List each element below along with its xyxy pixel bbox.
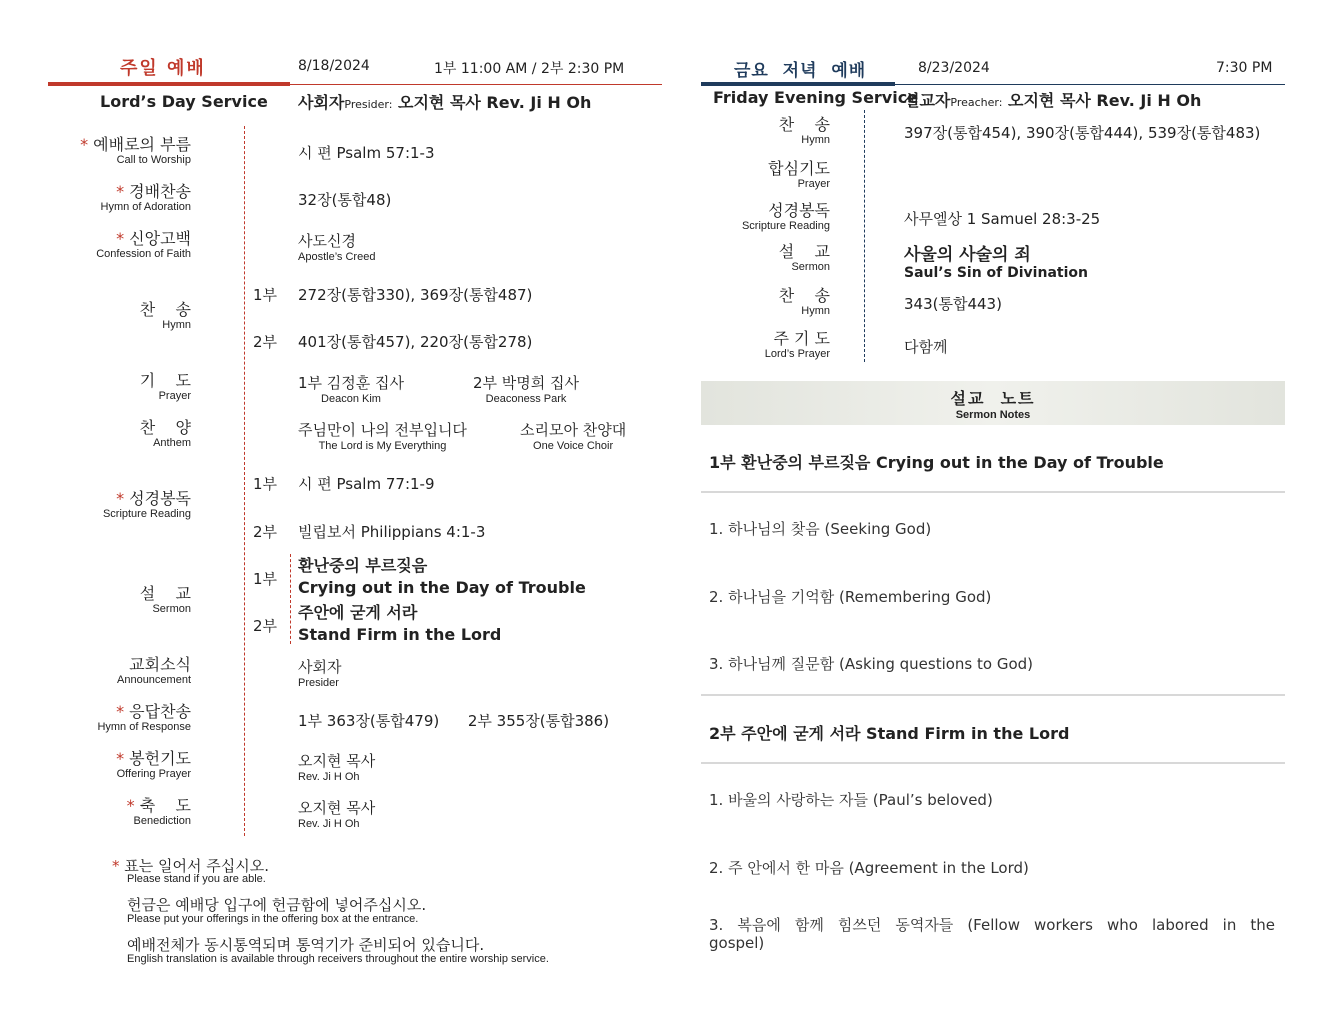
- value-sermon-2: 주안에 굳게 서라 Stand Firm in the Lord: [298, 603, 502, 644]
- value-benediction: 오지현 목사 Rev. Ji H Oh: [298, 799, 376, 830]
- label-scripture: * 성경봉독 Scripture Reading: [102, 489, 191, 520]
- label-offering-prayer: * 봉헌기도 Offering Prayer: [116, 749, 191, 780]
- notes-part1-heading: 1부 환난중의 부르짖음 Crying out in the Day of Trouble: [709, 453, 1164, 472]
- friday-date: 8/23/2024: [918, 60, 990, 76]
- presider-name: 오지현 목사 Rev. Ji H Oh: [392, 93, 592, 112]
- value-call: 시 편 Psalm 57:1-3: [298, 144, 435, 162]
- value-announcement: 사회자 Presider: [298, 658, 342, 689]
- notes-part1-point-3: 3. 하나님께 질문함 (Asking questions to God): [709, 655, 1034, 673]
- sunday-divider: [244, 126, 245, 836]
- scripture-part-1: 1부: [253, 475, 278, 493]
- friday-value-lords-prayer: 다함께: [904, 338, 948, 356]
- label-confession: * 신앙고백 Confession of Faith: [96, 229, 191, 260]
- friday-header-line: [895, 84, 1285, 85]
- sermon-part-1: 1부: [253, 570, 278, 588]
- scripture-part-2: 2부: [253, 523, 278, 541]
- friday-value-hymn-2: 343(통합443): [904, 295, 1002, 313]
- friday-subtitle: Friday Evening Service: [713, 88, 919, 107]
- note-translation-en: English translation is available through receivers throughout the entire worship service.: [127, 953, 549, 965]
- sermon-notes-title: 설교 노트: [950, 389, 1036, 408]
- value-prayer-2: 2부 박명희 집사 Deaconess Park: [473, 374, 580, 405]
- note-stand-en: Please stand if you are able.: [127, 873, 266, 885]
- value-hymn-1: 272장(통합330), 369장(통합487): [298, 286, 533, 304]
- friday-time: 7:30 PM: [1216, 60, 1273, 76]
- hymn-part-2: 2부: [253, 333, 278, 351]
- note-translation: 예배전체가 동시통역되며 통역기가 준비되어 있습니다.: [127, 936, 485, 954]
- presider-label: 사회자: [298, 93, 345, 112]
- notes-separator: [701, 491, 1285, 493]
- sunday-times: 1부 11:00 AM / 2부 2:30 PM: [434, 61, 625, 77]
- sermon-notes-header: [701, 381, 1285, 425]
- sunday-title: 주일 예배: [120, 58, 206, 79]
- label-anthem: 찬 양 Anthem: [139, 418, 191, 449]
- value-creed: 사도신경 Apostle’s Creed: [298, 232, 376, 263]
- friday-value-scripture: 사무엘상 1 Samuel 28:3-25: [904, 210, 1101, 228]
- note-stand: * 표는 일어서 주십시오.: [112, 857, 269, 875]
- value-scripture-2: 빌립보서 Philippians 4:1-3: [298, 523, 486, 541]
- value-choir: 소리모아 찬양대 One Voice Choir: [520, 421, 627, 452]
- friday-title-bar: [701, 82, 895, 86]
- sermon-divider: [290, 554, 291, 644]
- sermon-notes-title-en: Sermon Notes: [955, 409, 1031, 421]
- value-anthem: 주님만이 나의 전부입니다 The Lord is My Everything: [298, 421, 467, 452]
- friday-label-lords-prayer: 주 기 도 Lord’s Prayer: [764, 329, 830, 360]
- sunday-date: 8/18/2024: [298, 58, 370, 74]
- sunday-presider: [298, 90, 591, 113]
- label-announcement: 교회소식 Announcement: [117, 655, 191, 686]
- value-scripture-1: 시 편 Psalm 77:1-9: [298, 475, 435, 493]
- friday-divider: [864, 110, 865, 362]
- label-hymn-response: * 응답찬송 Hymn of Response: [97, 702, 191, 733]
- notes-part1-point-2: 2. 하나님을 기억함 (Remembering God): [709, 588, 992, 606]
- friday-label-scripture: 성경봉독 Scripture Reading: [741, 201, 830, 232]
- friday-label-hymn-2: 찬 송 Hymn: [778, 286, 830, 317]
- label-benediction: * 축 도 Benediction: [126, 796, 191, 827]
- sunday-title-bar: [48, 82, 290, 86]
- label-sermon: 설 교 Sermon: [139, 584, 191, 615]
- notes-part2-heading: 2부 주안에 굳게 서라 Stand Firm in the Lord: [709, 724, 1070, 743]
- notes-part2-point-3: 3. 복음에 함께 힘쓰던 동역자들 (Fellow workers who labored in the: [709, 916, 1275, 934]
- value-adoration: 32장(통합48): [298, 191, 392, 209]
- friday-value-sermon: 사울의 사술의 죄 Saul’s Sin of Divination: [904, 245, 1088, 281]
- value-offering-prayer: 오지현 목사 Rev. Ji H Oh: [298, 752, 376, 783]
- notes-part1-point-1: 1. 하나님의 찾음 (Seeking God): [709, 520, 932, 538]
- notes-separator: [701, 762, 1285, 764]
- note-offering: 헌금은 예배당 입구에 헌금함에 넣어주십시오.: [127, 896, 427, 914]
- friday-label-hymn: 찬 송 Hymn: [778, 115, 830, 146]
- friday-label-prayer: 합심기도 Prayer: [768, 159, 830, 190]
- sunday-header-line: [290, 84, 662, 85]
- notes-part2-point-2: 2. 주 안에서 한 마음 (Agreement in the Lord): [709, 859, 1029, 877]
- sermon-part-2: 2부: [253, 617, 278, 635]
- notes-separator: [701, 694, 1285, 696]
- presider-label-en: Presider:: [344, 98, 393, 111]
- value-hymn-response: 1부 363장(통합479) 2부 355장(통합386): [298, 712, 610, 730]
- friday-value-hymn: 397장(통합454), 390장(통합444), 539장(통합483): [904, 124, 1261, 142]
- label-call-to-worship: * 예배로의 부름 Call to Worship: [80, 135, 191, 166]
- value-sermon-1: 환난중의 부르짖음 Crying out in the Day of Trouble: [298, 556, 586, 597]
- notes-part2-point-1: 1. 바울의 사랑하는 자들 (Paul’s beloved): [709, 791, 993, 809]
- friday-preacher: 설교자Preacher: 오지현 목사 Rev. Ji H Oh: [904, 91, 1202, 110]
- value-hymn-2: 401장(통합457), 220장(통합278): [298, 333, 533, 351]
- note-offering-en: Please put your offerings in the offering box at the entrance.: [127, 913, 419, 925]
- label-prayer: 기 도 Prayer: [139, 371, 191, 402]
- hymn-part-1: 1부: [253, 286, 278, 304]
- sunday-subtitle: Lord’s Day Service: [100, 92, 268, 111]
- notes-part2-point-3-cont: gospel): [709, 934, 765, 952]
- friday-label-sermon: 설 교 Sermon: [778, 242, 830, 273]
- value-prayer-1: 1부 김정훈 집사 Deacon Kim: [298, 374, 405, 405]
- label-hymn: 찬 송 Hymn: [139, 300, 191, 331]
- label-hymn-adoration: * 경배찬송 Hymn of Adoration: [100, 182, 191, 213]
- friday-title: 금요 저녁 예배: [734, 61, 867, 81]
